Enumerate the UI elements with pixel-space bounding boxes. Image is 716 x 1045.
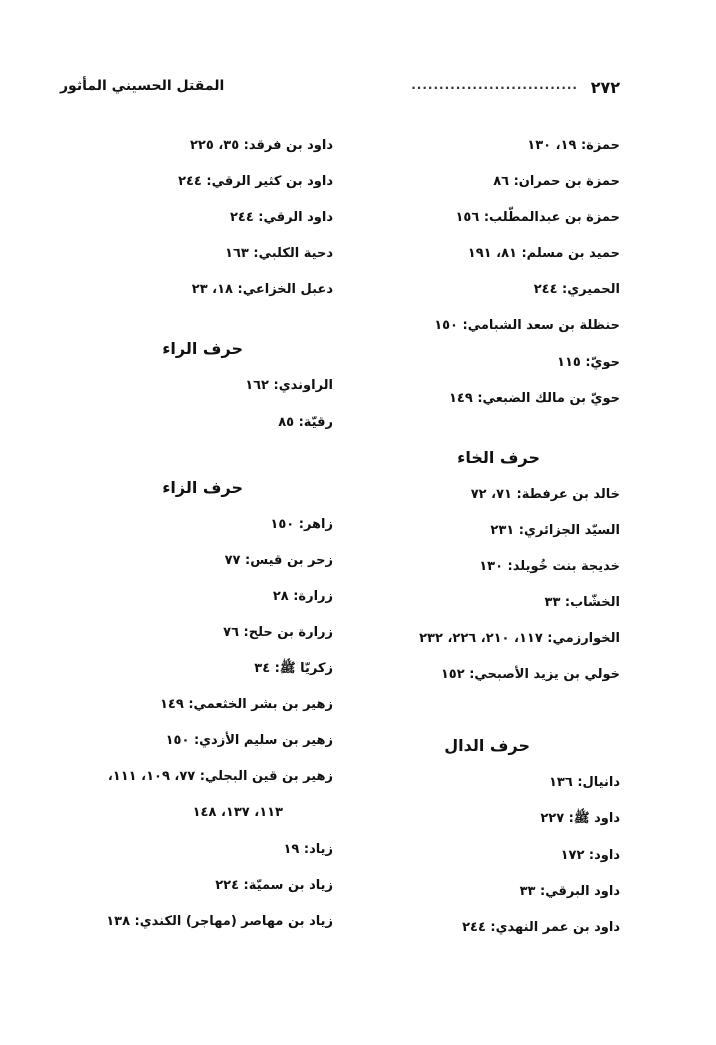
section-heading-zay: حرف الزاء bbox=[162, 477, 243, 497]
index-entry: زهير بن بشر الخثعمي: ١٤٩ bbox=[159, 697, 333, 713]
index-entry: دعبل الخزاعي: ١٨، ٢٣ bbox=[191, 282, 333, 298]
section-heading-ra: حرف الراء bbox=[162, 339, 243, 359]
index-entry: زحر بن قيس: ٧٧ bbox=[224, 552, 333, 568]
index-entry: داود الرقي: ٢٤٤ bbox=[229, 210, 333, 226]
index-entry: داود: ١٧٢ bbox=[560, 847, 620, 863]
index-entry: زياد بن مهاصر (مهاجر) الكندي: ١٣٨ bbox=[106, 913, 333, 929]
index-entry: زياد: ١٩ bbox=[283, 841, 333, 857]
page-header bbox=[60, 68, 620, 108]
index-entry: خولي بن يزيد الأصبحي: ١٥٢ bbox=[440, 667, 620, 683]
index-entry: زياد بن سميّة: ٢٢٤ bbox=[215, 877, 333, 893]
index-entry: دانيال: ١٣٦ bbox=[548, 775, 620, 791]
index-entry: زهير بن سليم الأزدي: ١٥٠ bbox=[165, 733, 333, 749]
page-number: ٢٧٢ bbox=[590, 78, 620, 97]
book-title: المقتل الحسيني المأثور bbox=[60, 78, 225, 94]
index-entry: زهير بن قين البجلي: ٧٧، ١٠٩، ١١١، bbox=[107, 769, 333, 785]
index-entry: خالد بن عرفطة: ٧١، ٧٢ bbox=[470, 486, 620, 502]
index-entry: داود بن فرقد: ٣٥، ٢٢٥ bbox=[189, 138, 333, 153]
index-entry: حمزة بن عبدالمطّلب: ١٥٦ bbox=[455, 210, 620, 226]
index-entry: رقيّة: ٨٥ bbox=[278, 414, 333, 430]
index-entry: داود بن كثير الرقي: ٢٤٤ bbox=[178, 174, 333, 190]
index-entry-continuation: ١١٣، ١٣٧، ١٤٨ bbox=[192, 805, 283, 821]
index-entry: حميد بن مسلم: ٨١، ١٩١ bbox=[467, 246, 620, 262]
index-entry: الخوارزمي: ١١٧، ٢١٠، ٢٢٦، ٢٣٢ bbox=[419, 631, 620, 647]
index-entry: حويّ بن مالك الضبعي: ١٤٩ bbox=[449, 390, 620, 406]
index-entry: حويّ: ١١٥ bbox=[557, 354, 620, 370]
index-entry: داود البرقي: ٣٣ bbox=[519, 883, 620, 899]
index-entry: الخشّاب: ٣٣ bbox=[544, 595, 620, 611]
index-entry: الحميري: ٢٤٤ bbox=[533, 282, 620, 298]
index-entry: دحية الكلبي: ١٦٣ bbox=[225, 246, 333, 262]
index-entry: داود ﷺ: ٢٢٧ bbox=[540, 811, 620, 827]
section-heading-kha: حرف الخاء bbox=[457, 447, 540, 467]
index-entry: السيّد الجزائري: ٢٣١ bbox=[490, 522, 620, 538]
index-entry: حنظلة بن سعد الشبامي: ١٥٠ bbox=[434, 318, 620, 334]
index-entry: زرارة بن حلح: ٧٦ bbox=[223, 624, 333, 640]
index-entry: خديجة بنت خُويلد: ١٣٠ bbox=[479, 558, 620, 574]
index-entry: زكريّا ﷺ: ٣٤ bbox=[254, 661, 333, 677]
index-entry: زرارة: ٢٨ bbox=[272, 588, 333, 604]
left-index-column bbox=[33, 130, 333, 942]
header-dot-leader: .............................. bbox=[411, 78, 578, 92]
index-entry: داود بن عمر النهدي: ٢٤٤ bbox=[462, 919, 620, 935]
index-entry: حمزة بن حمران: ٨٦ bbox=[493, 174, 620, 190]
section-heading-dal: حرف الدال bbox=[444, 736, 530, 756]
index-entry: حمزة: ١٩، ١٣٠ bbox=[527, 138, 620, 153]
index-entry: الراوندي: ١٦٢ bbox=[245, 378, 333, 394]
right-index-column bbox=[370, 130, 620, 948]
index-entry: زاهر: ١٥٠ bbox=[270, 516, 333, 532]
